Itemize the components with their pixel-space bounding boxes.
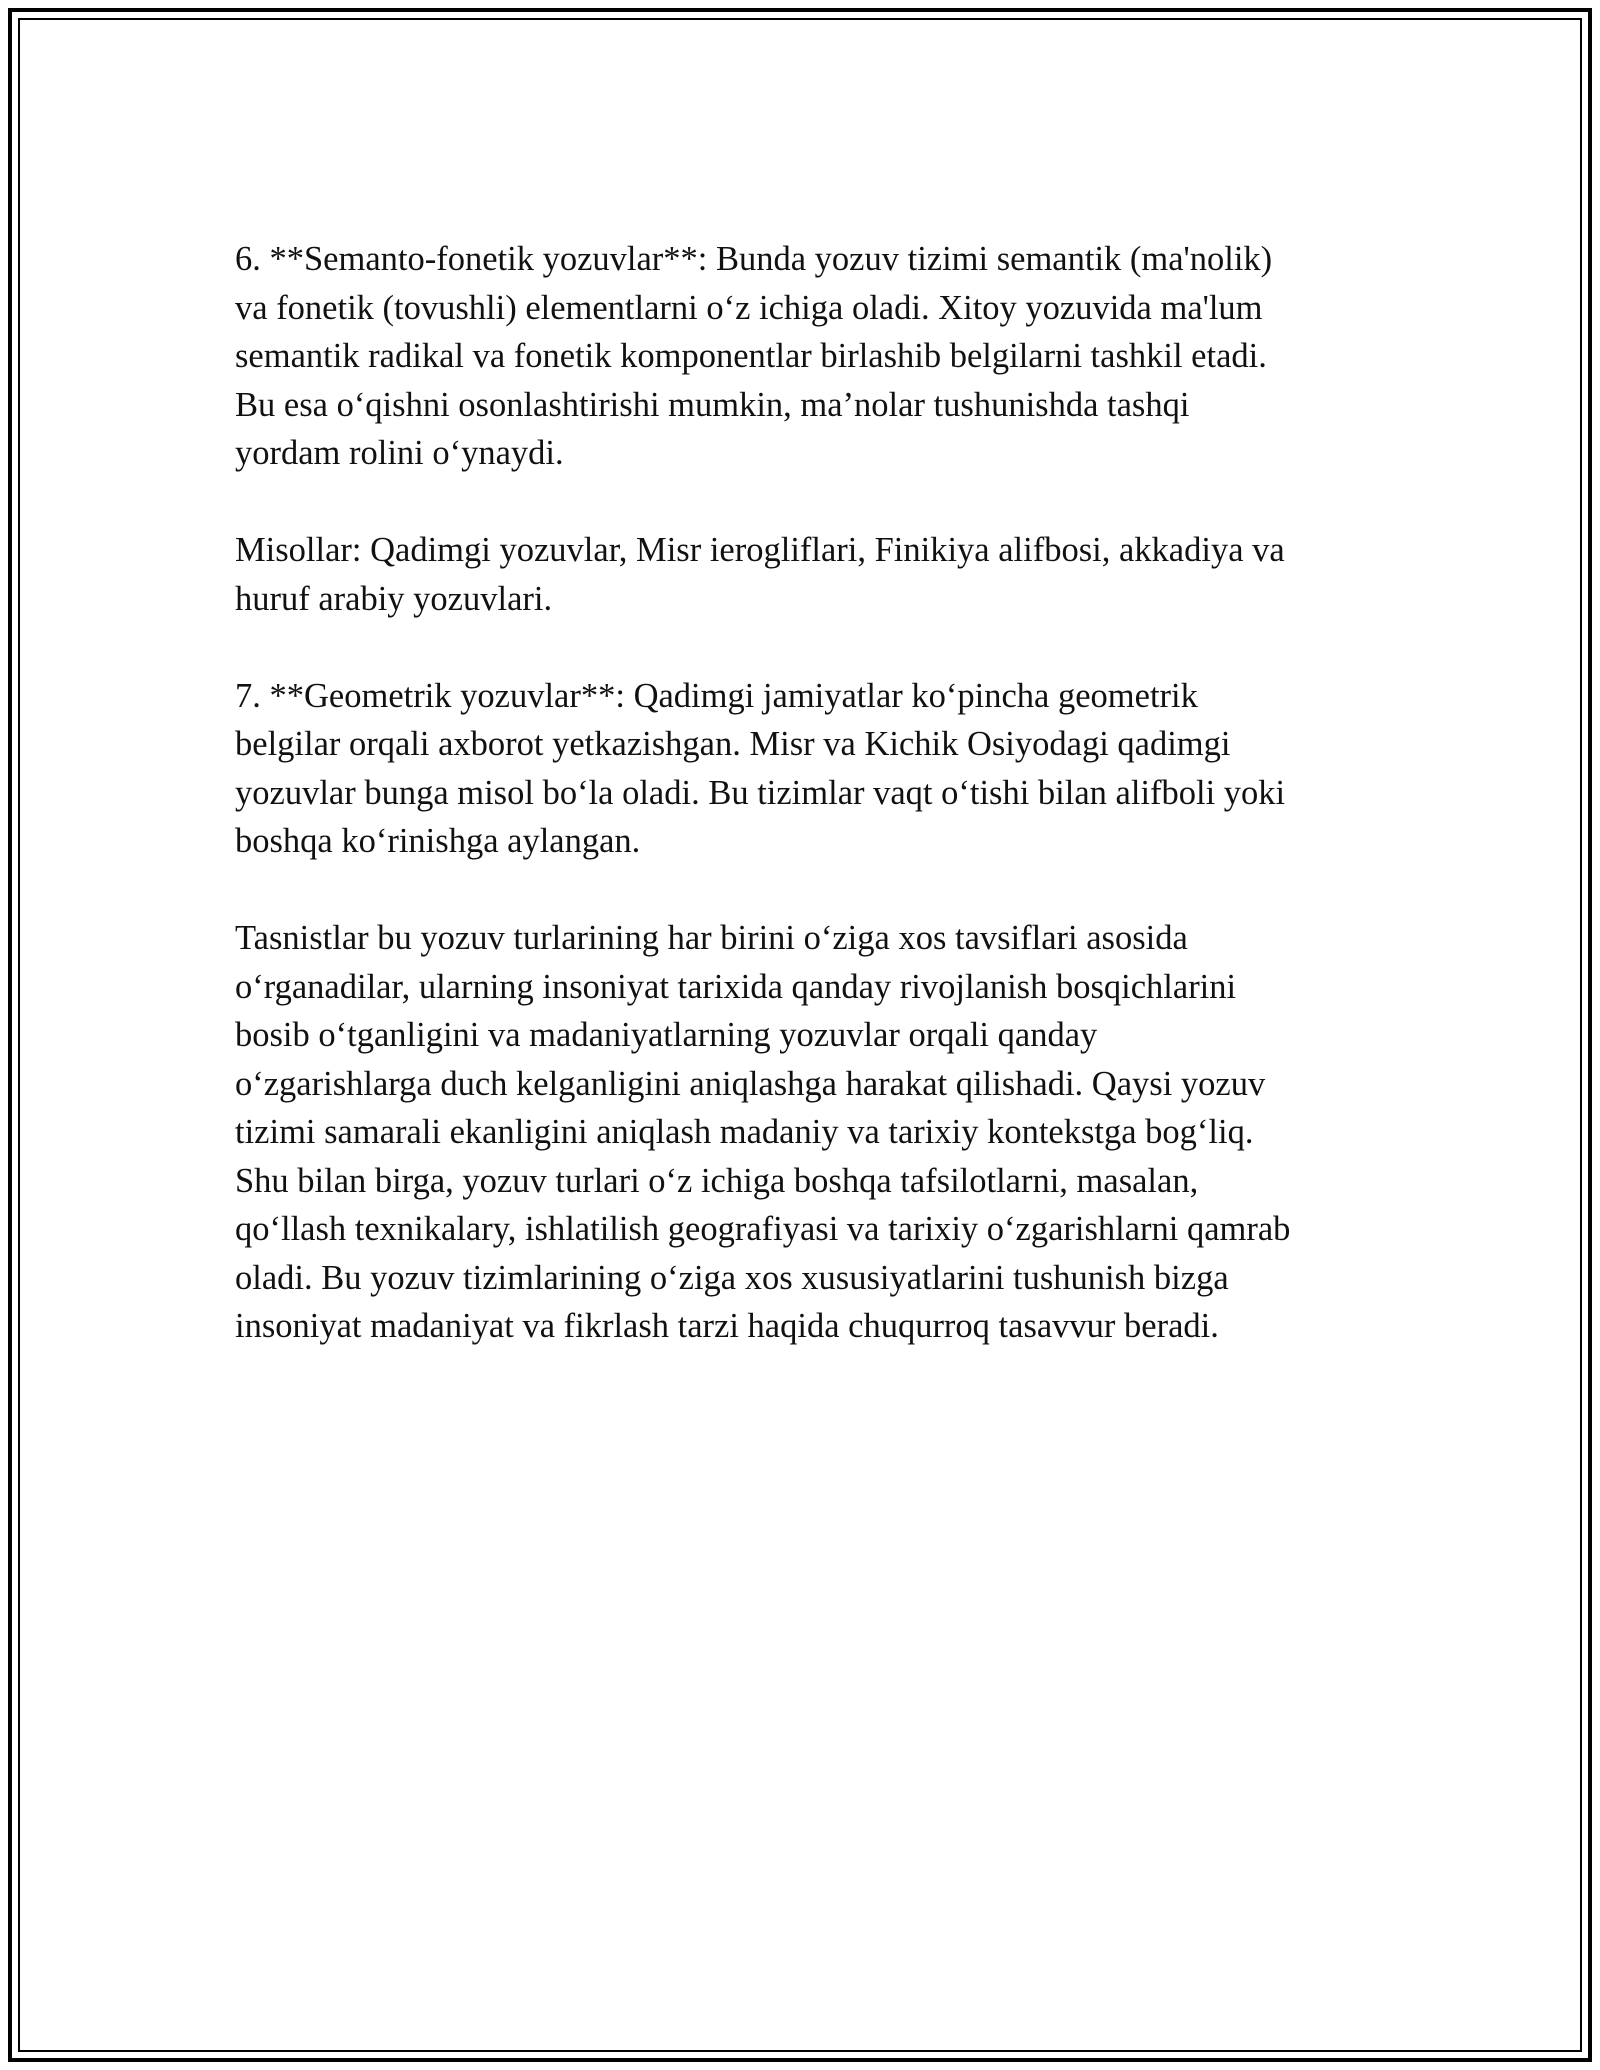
document-body xyxy=(235,235,1365,1399)
paragraph-geometrik: 7. **Geometrik yozuvlar**: Qadimgi jamiyatlar ko‘pincha geometrik belgilar orqali axborot yetkazishgan. Misr va Kichik Osiyodagi qadimgi yozuvlar bunga misol bo‘la oladi. Bu tizimlar vaqt o‘tishi bilan alifboli yoki boshqa ko‘rinishga aylangan. xyxy=(235,676,1286,860)
paragraph-tasnistlar: Tasnistlar bu yozuv turlarining har birini o‘ziga xos tavsiflari asosida o‘rganadilar, ularning insoniyat tarixida qanday rivojlanish bosqichlarini bosib o‘tganligini va madaniyatlarning yozuvlar orqali qanday o‘zgarishlarga duch kelganligini aniqlashga harakat qilishadi. Qaysi yozuv tizimi samarali ekanligini aniqlash madaniy va tarixiy kontekstga bog‘liq. Shu bilan birga, yozuv turlari o‘z ichiga boshqa tafsilotlarni, masalan, qo‘llash texnikalary, ishlatilish geografiyasi va tarixiy o‘zgarishlarni qamrab oladi. Bu yozuv tizimlarining o‘ziga xos xususiyatlarini tushunish bizga insoniyat madaniyat va fikrlash tarzi haqida chuqurroq tasavvur beradi. xyxy=(235,919,1291,1345)
paragraph-misollar: Misollar: Qadimgi yozuvlar, Misr ierogliflari, Finikiya alifbosi, akkadiya va huruf arabiy yozuvlari. xyxy=(235,531,1285,618)
paragraph-semanto-fonetik: 6. **Semanto-fonetik yozuvlar**: Bunda yozuv tizimi semantik (ma'nolik) va fonetik (tovushli) elementlarni o‘z ichiga oladi. Xitoy yozuvida ma'lum semantik radikal va fonetik komponentlar birlashib belgilarni tashkil etadi. Bu esa o‘qishni osonlashtirishi mumkin, ma’nolar tushunishda tashqi yordam rolini o‘ynaydi. xyxy=(235,240,1273,472)
